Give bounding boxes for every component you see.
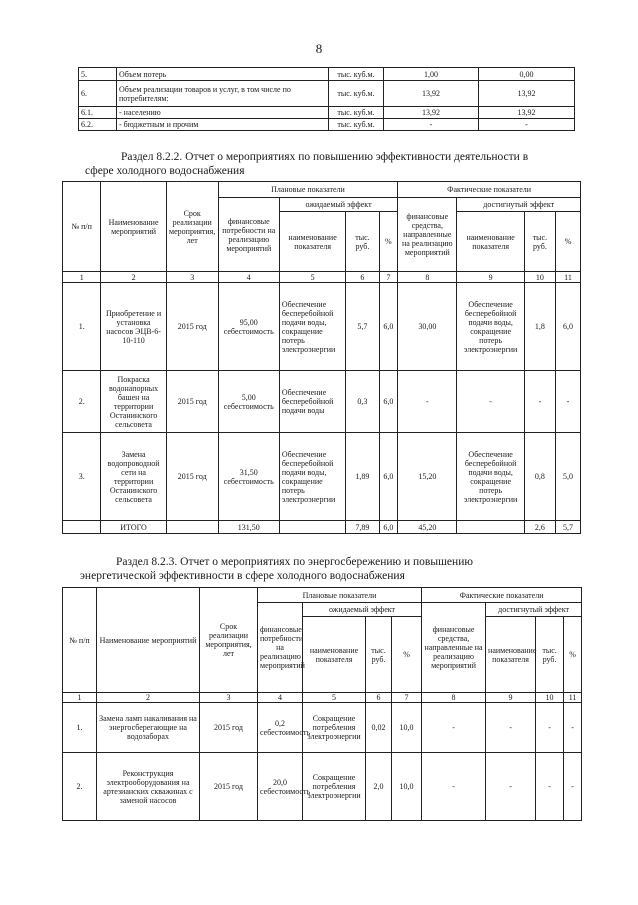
col-number: 1 <box>63 272 101 283</box>
header-fin-plan: финансовые потребности на реализацию мероприятий <box>218 198 279 272</box>
row-fin-plan: 0,2 себестоимость <box>258 703 303 753</box>
header-percent-fact: % <box>555 212 580 272</box>
page-number: 8 <box>315 41 323 56</box>
header-thousand-rub: тыс. руб. <box>346 212 379 272</box>
col-number: 6 <box>366 693 392 703</box>
row-name: Объем реализации товаров и услуг, в том числе по потребителям: <box>117 81 329 107</box>
col-number: 11 <box>564 693 582 703</box>
row-name: Объем потерь <box>117 68 329 81</box>
header-term: Срок реализации мероприятия, лет <box>166 182 218 272</box>
row-rub: 0,3 <box>346 371 379 433</box>
section-heading-line2: сфере холодного водоснабжения <box>85 165 245 177</box>
header-fin-fact: финансовые средства, направленные на реализацию мероприятий <box>398 198 457 272</box>
section-heading-8-2-2 <box>85 150 585 178</box>
row-number: 6. <box>79 81 117 107</box>
header-thousand-rub-fact: тыс. руб. <box>536 617 564 693</box>
col-number: 5 <box>279 272 345 283</box>
energy-saving-table <box>62 587 582 821</box>
row-pct: 10,0 <box>392 703 422 753</box>
header-expected-effect: ожидаемый эффект <box>279 198 397 212</box>
header-thousand-rub-fact: тыс. руб. <box>524 212 555 272</box>
row-term: 2015 год <box>200 753 258 821</box>
section-heading-line2: энергетической эффективности в сфере холодного водоснабжения <box>80 570 405 582</box>
col-number: 6 <box>346 272 379 283</box>
col-number: 8 <box>422 693 486 703</box>
row-fin-plan: 31,50 себестоимость <box>218 433 279 521</box>
col-number: 1 <box>63 693 97 703</box>
row-unit: тыс. куб.м. <box>329 81 384 107</box>
efficiency-measures-table <box>62 181 581 534</box>
row-pct: 6,0 <box>379 433 398 521</box>
row-indicator: Обеспечение бесперебойной подачи воды, сокращение потерь электроэнергии <box>279 283 345 371</box>
row-fact: - <box>479 119 575 131</box>
row-pct: 10,0 <box>392 753 422 821</box>
header-plan: Плановые показатели <box>258 588 422 603</box>
row-indicator: Сокращение потребления электроэнергии <box>303 753 366 821</box>
table-row <box>63 703 582 753</box>
row-measure: Приобретение и установка насосов ЭЦВ-6-10-110 <box>101 283 166 371</box>
row-fin-fact: - <box>398 371 457 433</box>
col-number: 7 <box>392 693 422 703</box>
row-plan: 13,92 <box>384 81 479 107</box>
header-fin-plan: финансовые потребности на реализацию мероприятий <box>258 603 303 693</box>
table-row <box>79 68 575 81</box>
row-fin-fact: 15,20 <box>398 433 457 521</box>
col-number: 3 <box>166 272 218 283</box>
row-indicator: Обеспечение бесперебойной подачи воды <box>279 371 345 433</box>
header-percent-fact: % <box>564 617 582 693</box>
col-number: 4 <box>218 272 279 283</box>
total-rub: 7,89 <box>346 521 379 534</box>
col-number: 3 <box>200 693 258 703</box>
table-row <box>63 753 582 821</box>
total-fin-plan: 131,50 <box>218 521 279 534</box>
row-measure: Замена водопроводной сети на территории Останинского сельсовета <box>101 433 166 521</box>
total-empty <box>457 521 524 534</box>
header-expected-effect: ожидаемый эффект <box>303 603 422 617</box>
header-term: Срок реализации мероприятия, лет <box>200 588 258 693</box>
row-indicator-fact: - <box>486 703 536 753</box>
row-term: 2015 год <box>200 703 258 753</box>
table-row <box>79 81 575 107</box>
total-empty <box>63 521 101 534</box>
row-term: 2015 год <box>166 433 218 521</box>
header-measure-name: Наименование мероприятий <box>101 182 166 272</box>
col-number: 9 <box>486 693 536 703</box>
row-indicator-fact: Обеспечение бесперебойной подачи воды, сокращение потерь электроэнергии <box>457 433 524 521</box>
row-rub-fact: 1,8 <box>524 283 555 371</box>
row-measure: Замена ламп накаливания на энергосберегающие на водозаборах <box>97 703 200 753</box>
table-row <box>63 433 581 521</box>
header-fact: Фактические показатели <box>422 588 582 603</box>
row-fin-fact: - <box>422 753 486 821</box>
row-rub: 5,7 <box>346 283 379 371</box>
total-empty <box>166 521 218 534</box>
header-measure-name: Наименование мероприятий <box>97 588 200 693</box>
row-indicator: Сокращение потребления электроэнергии <box>303 703 366 753</box>
row-rub-fact: 0,8 <box>524 433 555 521</box>
row-number: 5. <box>79 68 117 81</box>
row-pct-fact: 6,0 <box>555 283 580 371</box>
row-pct: 6,0 <box>379 371 398 433</box>
row-rub-fact: - <box>536 703 564 753</box>
row-fin-fact: - <box>422 703 486 753</box>
row-fin-plan: 95,00 себестоимость <box>218 283 279 371</box>
row-measure: Покраска водонапорных башен на территории Останинского сельсовета <box>101 371 166 433</box>
row-number: 1. <box>63 703 97 753</box>
row-fact: 13,92 <box>479 81 575 107</box>
table-row <box>79 119 575 131</box>
total-pct: 6,0 <box>379 521 398 534</box>
row-number: 2. <box>63 371 101 433</box>
row-rub: 2,0 <box>366 753 392 821</box>
row-fin-plan: 20,0 себестоимость <box>258 753 303 821</box>
section-heading-8-2-3 <box>80 555 585 583</box>
section-heading-line1: Раздел 8.2.2. Отчет о мероприятиях по повышению эффективности деятельности в <box>121 151 529 163</box>
total-label: ИТОГО <box>101 521 166 534</box>
row-pct-fact: - <box>555 371 580 433</box>
row-plan: 13,92 <box>384 107 479 119</box>
header-achieved-effect: достигнутый эффект <box>486 603 582 617</box>
col-number: 7 <box>379 272 398 283</box>
header-percent: % <box>379 212 398 272</box>
row-number: 6.2. <box>79 119 117 131</box>
row-number: 2. <box>63 753 97 821</box>
col-number: 4 <box>258 693 303 703</box>
header-percent: % <box>392 617 422 693</box>
header-achieved-effect: достигнутый эффект <box>457 198 581 212</box>
col-number: 2 <box>97 693 200 703</box>
col-number: 11 <box>555 272 580 283</box>
row-term: 2015 год <box>166 283 218 371</box>
header-fact: Фактические показатели <box>398 182 581 198</box>
col-number: 5 <box>303 693 366 703</box>
row-fin-plan: 5,00 себестоимость <box>218 371 279 433</box>
row-pct: 6,0 <box>379 283 398 371</box>
row-term: 2015 год <box>166 371 218 433</box>
row-rub: 0,02 <box>366 703 392 753</box>
row-fin-fact: 30,00 <box>398 283 457 371</box>
table-row <box>63 371 581 433</box>
row-unit: тыс. куб.м. <box>329 107 384 119</box>
row-measure: Реконструкция электрооборудования на артезианских скважинах с заменой насосов <box>97 753 200 821</box>
row-fact: 0,00 <box>479 68 575 81</box>
row-number: 1. <box>63 283 101 371</box>
header-number: № п/п <box>63 588 97 693</box>
row-unit: тыс. куб.м. <box>329 119 384 131</box>
table-row <box>63 283 581 371</box>
header-indicator-name: наименование показателя <box>279 212 345 272</box>
col-number: 8 <box>398 272 457 283</box>
total-rub-fact: 2,6 <box>524 521 555 534</box>
header-fin-fact: финансовые средства, направленные на реализацию мероприятий <box>422 603 486 693</box>
col-number: 2 <box>101 272 166 283</box>
continuation-table <box>78 67 575 131</box>
header-indicator-name: наименование показателя <box>303 617 366 693</box>
row-indicator-fact: Обеспечение бесперебойной подачи воды, сокращение потерь электроэнергии <box>457 283 524 371</box>
col-number: 10 <box>536 693 564 703</box>
total-empty <box>279 521 345 534</box>
row-pct-fact: - <box>564 703 582 753</box>
row-rub-fact: - <box>524 371 555 433</box>
row-number: 6.1. <box>79 107 117 119</box>
row-name: - бюджетным и прочим <box>117 119 329 131</box>
total-row <box>63 521 581 534</box>
row-rub-fact: - <box>536 753 564 821</box>
col-number: 9 <box>457 272 524 283</box>
row-name: - населению <box>117 107 329 119</box>
row-indicator-fact: - <box>486 753 536 821</box>
header-number: № п/п <box>63 182 101 272</box>
row-number: 3. <box>63 433 101 521</box>
row-plan: 1,00 <box>384 68 479 81</box>
row-pct-fact: - <box>564 753 582 821</box>
header-plan: Плановые показатели <box>218 182 398 198</box>
row-pct-fact: 5,0 <box>555 433 580 521</box>
table-row <box>79 107 575 119</box>
row-fact: 13,92 <box>479 107 575 119</box>
total-fin-fact: 45,20 <box>398 521 457 534</box>
row-rub: 1,89 <box>346 433 379 521</box>
header-thousand-rub: тыс. руб. <box>366 617 392 693</box>
total-pct-fact: 5,7 <box>555 521 580 534</box>
section-heading-line1: Раздел 8.2.3. Отчет о мероприятиях по энергосбережению и повышению <box>116 556 473 568</box>
row-indicator-fact: - <box>457 371 524 433</box>
row-unit: тыс. куб.м. <box>329 68 384 81</box>
header-indicator-name-fact: наименование показателя <box>486 617 536 693</box>
header-indicator-name-fact: наименование показателя <box>457 212 524 272</box>
col-number: 10 <box>524 272 555 283</box>
row-indicator: Обеспечение бесперебойной подачи воды, сокращение потерь электроэнергии <box>279 433 345 521</box>
row-plan: - <box>384 119 479 131</box>
